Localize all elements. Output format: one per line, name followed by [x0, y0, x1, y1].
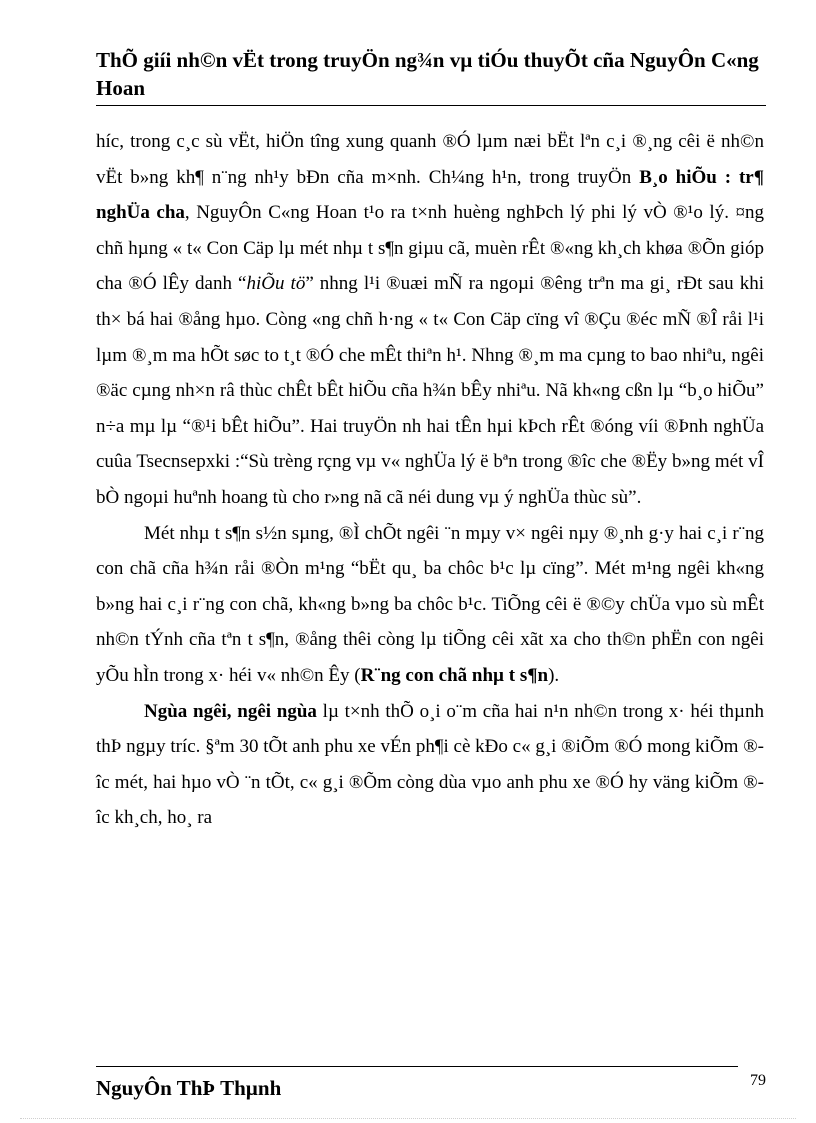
paragraph-2: [96, 516, 764, 694]
page-number: 79: [750, 1072, 766, 1089]
paragraph-2-text-b: ).: [548, 664, 560, 686]
footer-author: NguyÔn ThÞ Thµnh: [96, 1076, 282, 1100]
footer-divider: [96, 1066, 738, 1067]
running-header-title: ThÕ giíi nh©n vËt trong truyÖn ng¾n vµ tiÓu thuyÕt cña NguyÔn C«ng Hoan: [96, 48, 759, 100]
italic-term-hieu-tu: hiÕu tö: [246, 273, 306, 295]
story-title-bao-hieu: B¸o hiÕu : tr¶ nghÜa cha: [96, 166, 765, 224]
story-title-ngua-nguoi: Ngùa ngêi, ngêi ngùa: [144, 700, 317, 722]
paragraph-1-text-b: , NguyÔn C«ng Hoan t¹o ra t×nh huèng nghÞch lý phi lý vÒ ®¹o lý. ¤ng chñ hµng « t« Con Cäp lµ mét nhµ t s¶n giµu cã, muèn rÊt ®«ng kh¸ch khøa ®Õn gióp cha ®Ó lÊy danh “: [96, 202, 764, 295]
header-divider: [96, 105, 766, 106]
paragraph-3-text-a: lµ t×nh thÕ o¸i o¨m cña hai n¹n nh©n trong x· héi thµnh thÞ ngµy tríc. §ªm 30 tÕt anh phu xe vÉn ph¶i cè kÐo c« g¸i ®iÕm ®Ó mong kiÕm ®îc mét, hai hµo vÒ ¨n tÕt, c« g¸i ®Õm còng dùa vµo anh phu xe ®Ó hy väng kiÕm ®îc kh¸ch, ho¸ ra: [96, 700, 764, 829]
paragraph-1-text-a: híc, trong c¸c sù vËt, hiÖn tîng xung quanh ®Ó lµm næi bËt lªn c¸i ®¸ng cêi ë nh©n vËt b»ng kh¶ n¨ng nh¹y bÐn cña m×nh. Ch¼ng h¹n, trong truyÖn: [96, 131, 764, 188]
paragraph-1: [96, 124, 764, 516]
body-text: [96, 124, 764, 836]
bottom-dotted-border: [20, 1118, 796, 1119]
paragraph-2-text-a: Mét nhµ t s¶n s½n sµng, ®Ì chÕt ngêi ¨n mµy v× ngêi nµy ®¸nh g·y hai c¸i r¨ng con chã cña h¾n råi ®Òn m¹ng “bËt qu¸ ba chôc b¹c lµ cïng”. Mét m¹ng ngêi kh«ng b»ng hai c¸i r¨ng con chã, kh«ng b»ng ba chôc b¹c. TiÕng cêi ë ®©y chÜa vµo sù mÊt nh©n tÝnh cña tªn t s¶n, ®ång thêi còng lµ tiÕng cêi xãt xa cho th©n phËn con ngêi yÕu hÌn trong x· héi v« nh©n Êy (: [96, 522, 764, 686]
story-title-rang-con-cho: R¨ng con chã nhµ t s¶n: [360, 664, 549, 686]
paragraph-3: [96, 694, 764, 836]
paragraph-1-text-c: ” nhng l¹i ®uæi mÑ ra ngoµi ®êng trªn ma gi¸ rÐt sau khi th× bá hai ®ång hµo. Còng «ng chñ h·ng « t« Con Cäp cïng vî ®Çu ®éc mÑ ®Î råi l¹i lµm ®¸m ma hÕt søc to t¸t ®Ó che mÊt thiªn h¹. Nhng ®¸m ma cµng to bao nhiªu, ngêi ®äc cµng nh×n râ thùc chÊt bÊt hiÕu cña h¾n bÊy nhiªu. Nã kh«ng cßn lµ “b¸o hiÕu” n÷a mµ lµ “®¹i bÊt hiÕu”. Hai truyÖn nh hai tÊn hµi kÞch rÊt ®óng víi ®Þnh nghÜa cuûa Tsecnsepxki :“Sù trèng rçng vµ v« nghÜa lý ë bªn trong ®îc che ®Ëy b»ng mét vÎ bÒ ngoµi huªnh hoang tù cho r»ng nã cã néi dung vµ ý nghÜa thùc sù”.: [96, 273, 765, 508]
